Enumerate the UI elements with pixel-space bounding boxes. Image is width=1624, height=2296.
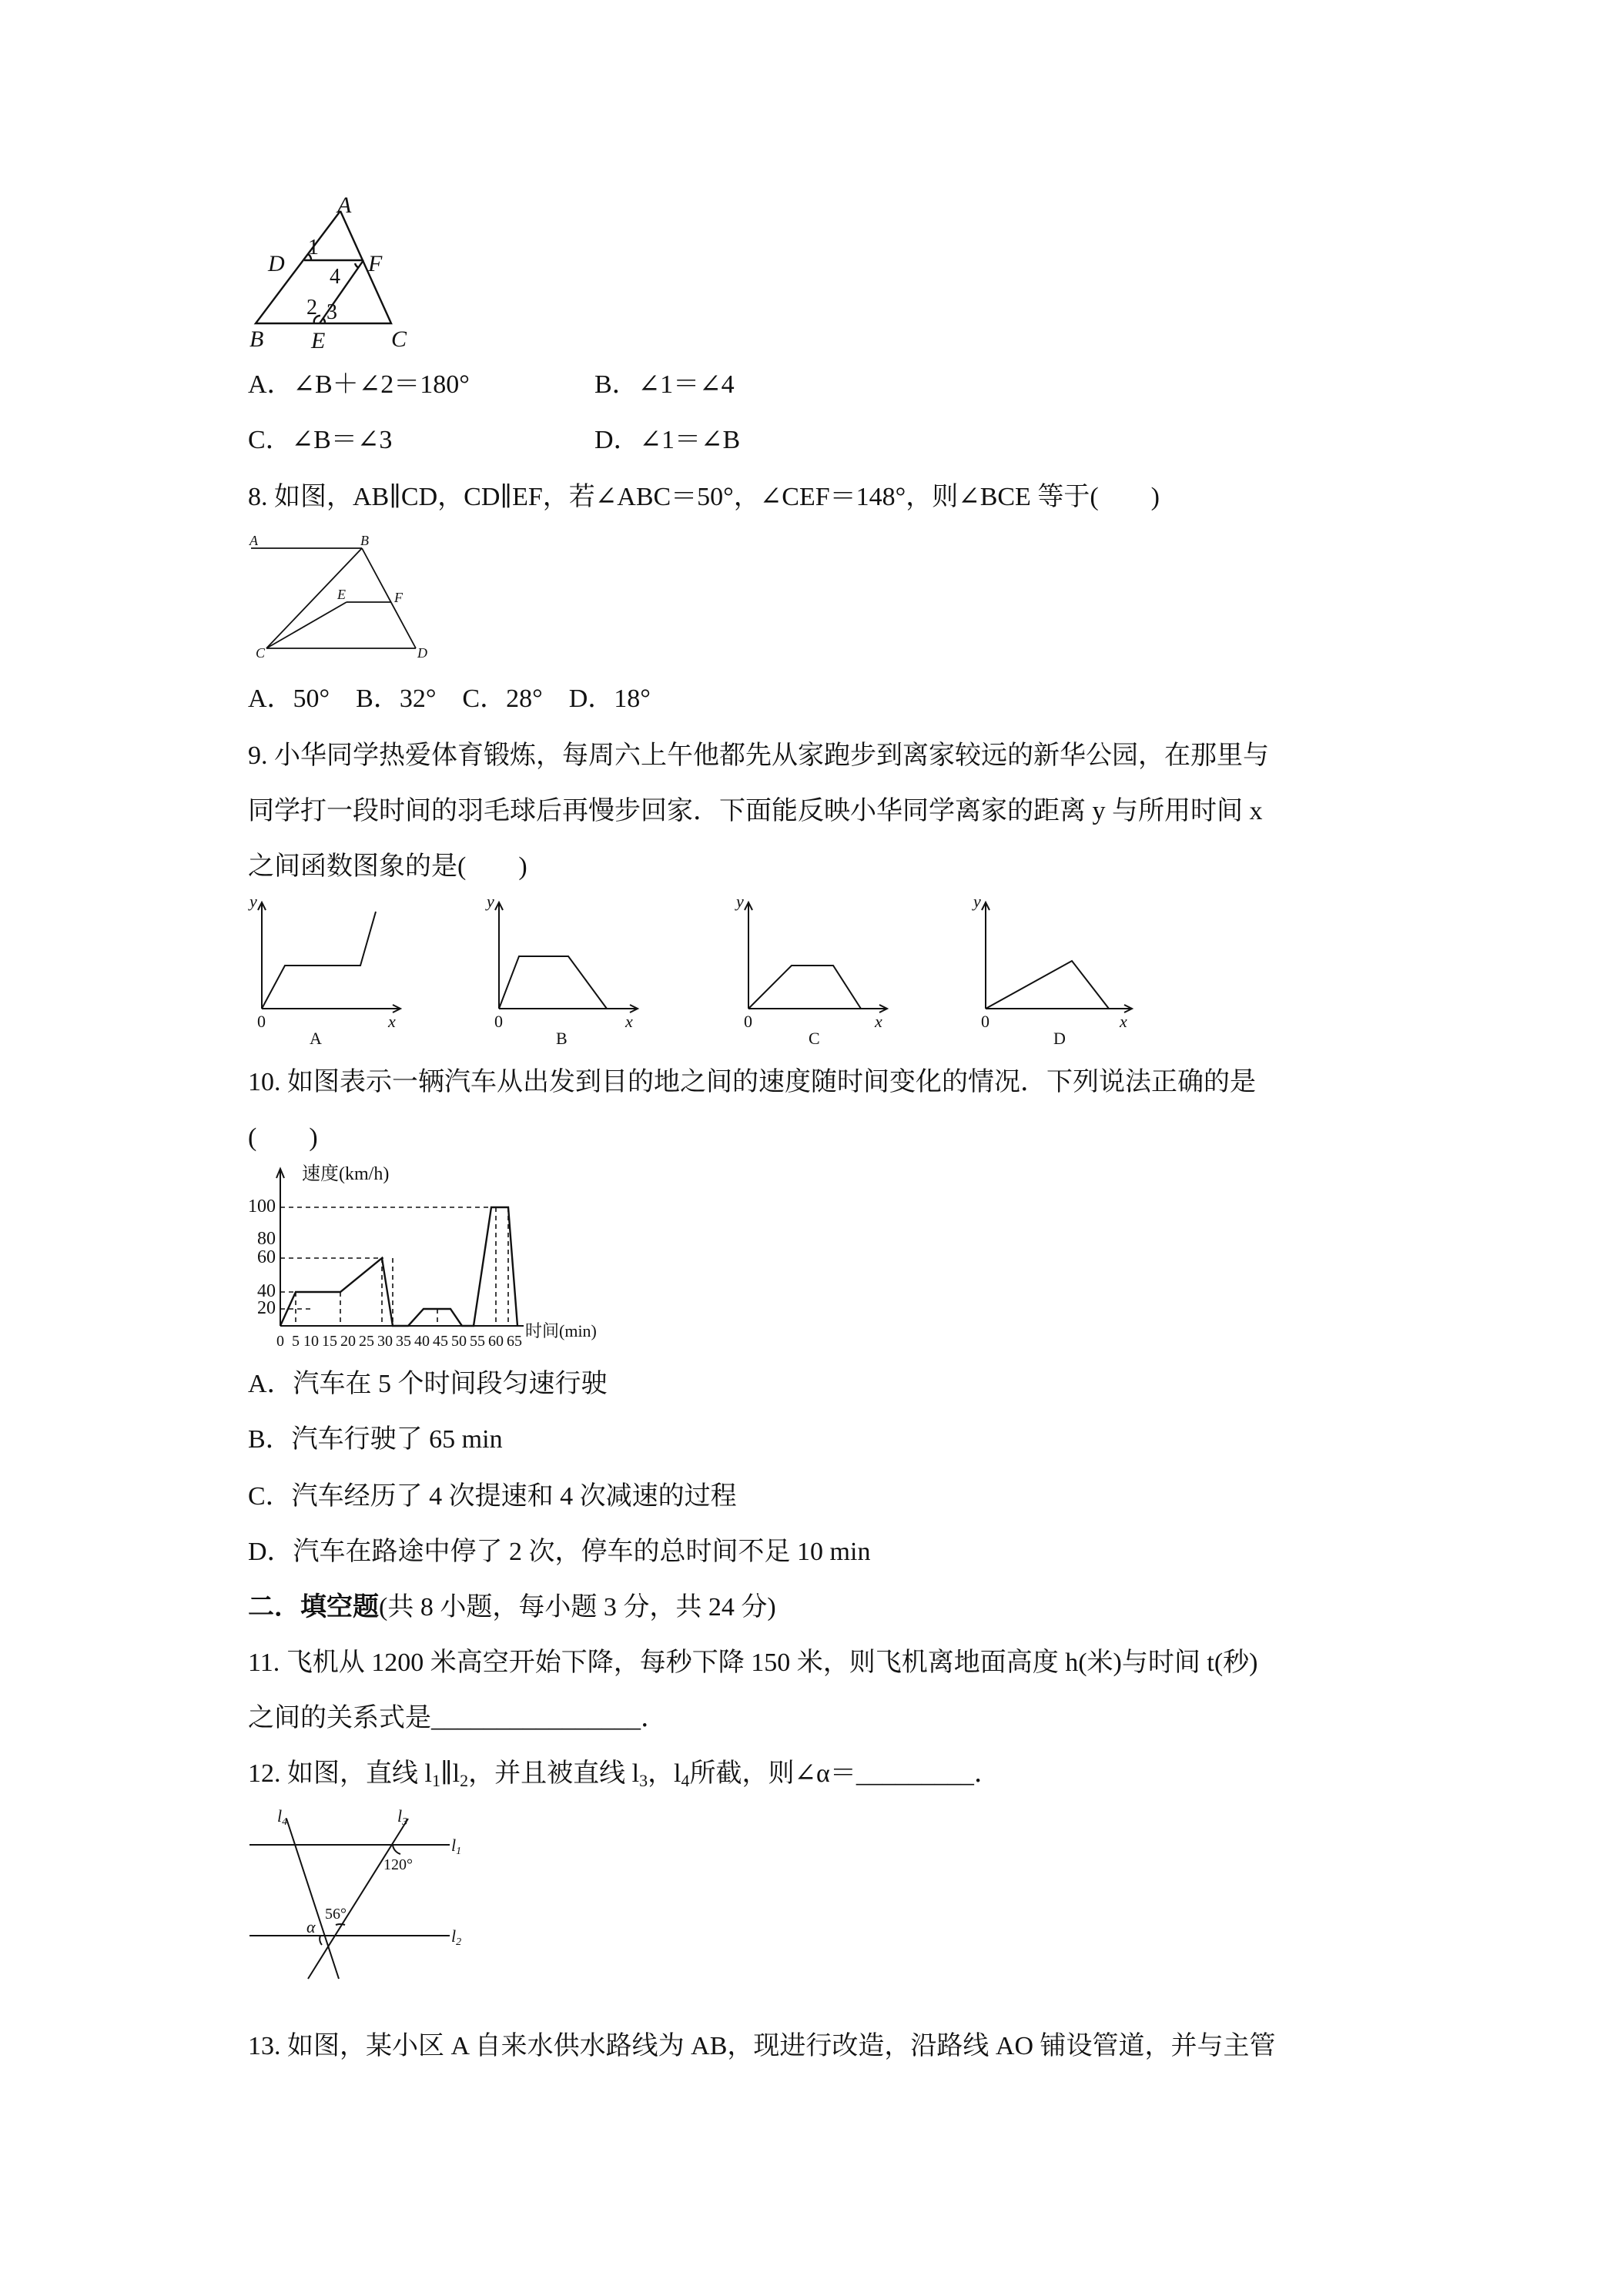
- q10-stem-line1: 10. 如图表示一辆汽车从出发到目的地之间的速度随时间变化的情况．下列说法正确的是: [248, 1068, 1256, 1096]
- q8-label-d: D: [417, 645, 427, 661]
- q10-x-tick-45: 45: [433, 1333, 448, 1350]
- q10-option-d: D．汽车在路途中停了 2 次，停车的总时间不足 10 min: [248, 1538, 871, 1566]
- q10-y-tick-60: 60: [257, 1247, 276, 1267]
- q9-graph-a-y-label: y: [249, 892, 257, 911]
- q12-label-l1: l1: [451, 1836, 462, 1857]
- q10-x-tick-65: 65: [507, 1333, 522, 1350]
- q12-stem-pre: 12. 如图，直线 l: [248, 1759, 432, 1788]
- q9-graph-d-origin: 0: [981, 1012, 989, 1031]
- q10-x-tick-15: 15: [322, 1333, 337, 1350]
- q7-angle-3: 3: [326, 300, 337, 324]
- q10-x-tick-60: 60: [488, 1333, 504, 1350]
- q8-label-a: A: [249, 533, 258, 548]
- q9-stem-line1: 9. 小华同学热爱体育锻炼，每周六上午他都先从家跑步到离家较远的新华公园，在那里与: [248, 741, 1269, 770]
- q10-option-c: C．汽车经历了 4 次提速和 4 次减速的过程: [248, 1482, 737, 1511]
- q10-y-tick-80: 80: [257, 1229, 276, 1249]
- q10-x-axis-label: 时间(min): [525, 1321, 597, 1340]
- q9-graph-b-caption: B: [556, 1029, 568, 1048]
- q7-angle-1: 1: [308, 236, 319, 259]
- q10-speed-time-chart: [246, 1163, 662, 1355]
- q13-line1: 13. 如图，某小区 A 自来水供水路线为 AB，现进行改造，沿路线 AO 铺设管道，并与主管: [248, 2032, 1276, 2060]
- q9-graph-d-x-label: x: [1120, 1012, 1127, 1031]
- q12-stem-mid3: ，l: [648, 1759, 681, 1788]
- section-2-note: (共 8 小题，每小题 3 分，共 24 分): [379, 1593, 776, 1622]
- q10-option-b: B．汽车行驶了 65 min: [248, 1425, 503, 1454]
- q10-y-axis-label: 速度(km/h): [302, 1164, 390, 1184]
- q10-x-tick-55: 55: [470, 1333, 485, 1350]
- section-2-heading: [248, 1591, 776, 1625]
- q7-label-d: D: [268, 251, 285, 276]
- q10-x-tick-0: 0: [276, 1333, 284, 1350]
- q9-graph-c-y-label: y: [736, 892, 744, 911]
- q7-option-c: C．∠B＝∠3: [248, 426, 393, 454]
- q10-y-tick-20: 20: [257, 1298, 276, 1318]
- q8-stem: 8. 如图，AB∥CD，CD∥EF，若∠ABC＝50°，∠CEF＝148°，则∠BCE 等于( ): [248, 483, 1160, 511]
- q7-option-a: A．∠B＋∠2＝180°: [248, 370, 470, 399]
- q10-x-tick-20: 20: [340, 1333, 356, 1350]
- q9-graph-c-origin: 0: [744, 1012, 752, 1031]
- q9-graph-a-caption: A: [310, 1029, 322, 1048]
- q9-graph-c-caption: C: [809, 1029, 820, 1048]
- section-2-title: 二．填空题: [248, 1593, 379, 1622]
- q9-stem-line2: 同学打一段时间的羽毛球后再慢步回家．下面能反映小华同学离家的距离 y 与所用时间 x: [248, 797, 1263, 825]
- q12-angle-56: 56°: [325, 1906, 347, 1923]
- q9-graph-b-x-label: x: [625, 1012, 633, 1031]
- q12-angle-120: 120°: [383, 1856, 413, 1873]
- q7-label-b: B: [249, 326, 264, 352]
- q8-label-b: B: [360, 533, 369, 548]
- q10-x-tick-50: 50: [451, 1333, 467, 1350]
- q10-x-tick-5: 5: [292, 1333, 300, 1350]
- q7-label-f: F: [368, 251, 383, 276]
- q12-label-l4: l4: [277, 1806, 288, 1828]
- q10-x-tick-40: 40: [414, 1333, 430, 1350]
- q10-y-tick-40: 40: [257, 1281, 276, 1301]
- q7-angle-4: 4: [330, 265, 340, 289]
- q9-graph-d: [970, 893, 1147, 1047]
- q9-graph-c: [733, 893, 895, 1047]
- q12-label-l2: l2: [451, 1926, 462, 1948]
- q8-options: A．50° B．32° C．28° D．18°: [248, 684, 651, 713]
- q7-label-a: A: [337, 192, 352, 218]
- q12-sub-2: 2: [460, 1771, 469, 1790]
- q11-line1: 11. 飞机从 1200 米高空开始下降，每秒下降 150 米，则飞机离地面高度 h(米)与时间 t(秒): [248, 1648, 1258, 1677]
- q8-label-c: C: [256, 645, 266, 661]
- q8-label-f: F: [394, 590, 403, 605]
- q9-graph-b-origin: 0: [494, 1012, 503, 1031]
- q10-option-a: A．汽车在 5 个时间段匀速行驶: [248, 1370, 608, 1398]
- q9-graph-a-x-label: x: [388, 1012, 396, 1031]
- q10-x-tick-10: 10: [303, 1333, 319, 1350]
- q10-stem-line2: ( ): [248, 1123, 318, 1152]
- q7-label-c: C: [391, 326, 407, 352]
- q10-x-tick-25: 25: [359, 1333, 374, 1350]
- q8-parallel-figure: [248, 531, 440, 670]
- q9-graph-a-origin: 0: [257, 1012, 266, 1031]
- q12-stem-mid2: ，并且被直线 l: [468, 1759, 640, 1788]
- q7-label-e: E: [311, 328, 326, 353]
- q7-option-b: B．∠1＝∠4: [594, 370, 735, 399]
- q9-graph-b: [484, 893, 645, 1047]
- q9-graph-b-y-label: y: [487, 892, 494, 911]
- q9-graph-c-x-label: x: [875, 1012, 882, 1031]
- q9-graph-a: [246, 893, 408, 1047]
- q12-label-l3: l3: [397, 1806, 408, 1828]
- q11-line2: 之间的关系式是________________．: [248, 1704, 667, 1732]
- q12-stem-post: 所截，则∠α＝_________．: [689, 1759, 1000, 1788]
- q12-stem: [248, 1757, 1000, 1798]
- q8-label-e: E: [337, 587, 346, 602]
- q10-y-tick-100: 100: [248, 1197, 276, 1217]
- q10-x-tick-35: 35: [396, 1333, 411, 1350]
- q9-graph-d-y-label: y: [973, 892, 981, 911]
- q12-sub-4: 4: [681, 1771, 690, 1790]
- q7-angle-2: 2: [306, 296, 317, 320]
- q12-angle-alpha: α: [306, 1917, 316, 1936]
- q12-lines-figure: [246, 1806, 493, 1986]
- q9-stem-line3: 之间函数图象的是( ): [248, 852, 527, 881]
- q9-graph-d-caption: D: [1053, 1029, 1066, 1048]
- q12-stem-mid1: ∥l: [440, 1759, 460, 1788]
- q7-option-d: D．∠1＝∠B: [594, 426, 741, 454]
- q7-triangle-figure: [246, 192, 416, 353]
- q12-sub-1: 1: [431, 1771, 440, 1790]
- q10-x-tick-30: 30: [377, 1333, 393, 1350]
- q12-sub-3: 3: [639, 1771, 648, 1790]
